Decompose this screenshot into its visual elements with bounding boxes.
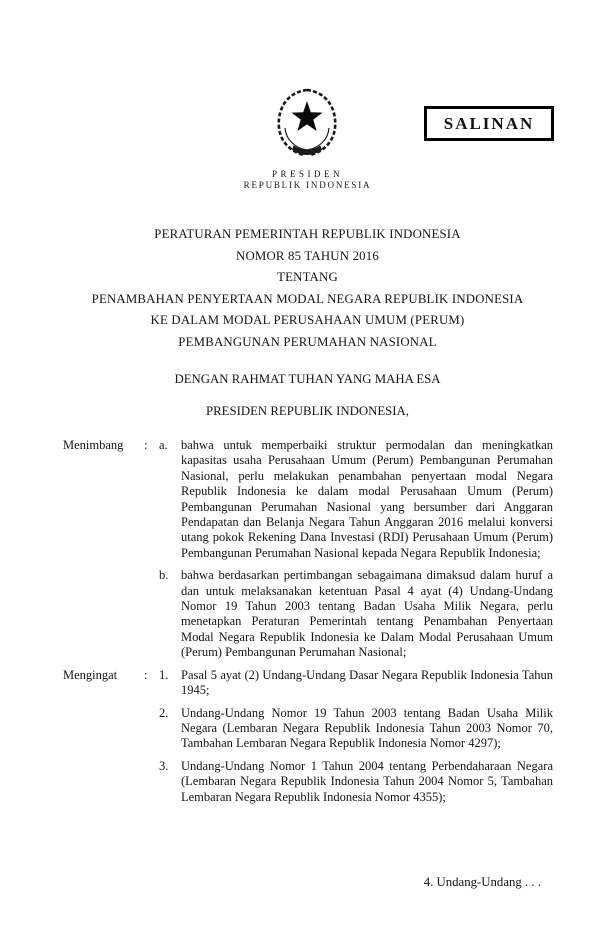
title-line-subject-3: PEMBANGUNAN PERUMAHAN NASIONAL bbox=[178, 334, 437, 349]
item-text: bahwa untuk memperbaiki struktur permodalan dan meningkatkan kapasitas usaha Perusahaan Umum (Perum) Pembangunan Perumahan Nasional, perlu melakukan penambahan penyertaan modal Negara Republik Indonesia ke dalam modal Perusahaan Umum (Perum) Pembangunan Perumahan Nasional yang bersumber dari Anggaran Pendapatan dan Belanja Negara Tahun Anggaran 2016 melalui konversi utang pokok Rekening Dana Investasi (RDI) Perusahaan Umum (Perum) Pembangunan Perumahan Nasional kepada Negara Republik Indonesia; bbox=[181, 438, 553, 560]
legal-basis-item bbox=[159, 759, 553, 805]
salinan-badge bbox=[424, 106, 554, 141]
salinan-badge-label: SALINAN bbox=[443, 113, 535, 133]
consideration-item bbox=[159, 568, 553, 660]
mengingat-label: Mengingat bbox=[63, 667, 118, 682]
menimbang-colon: : bbox=[144, 438, 148, 452]
title-line-number: NOMOR 85 TAHUN 2016 bbox=[236, 248, 379, 263]
document-title bbox=[0, 224, 615, 353]
title-line-subject-2: KE DALAM MODAL PERUSAHAAN UMUM (PERUM) bbox=[150, 313, 465, 327]
menimbang-items bbox=[159, 438, 553, 668]
title-line-tentang: TENTANG bbox=[277, 270, 338, 284]
title-line-regulation: PERATURAN PEMERINTAH REPUBLIK INDONESIA bbox=[154, 227, 461, 241]
item-marker: 1. bbox=[159, 667, 169, 682]
item-marker: a. bbox=[159, 438, 168, 452]
consideration-item bbox=[159, 438, 553, 561]
menimbang-section bbox=[63, 438, 553, 668]
menimbang-label: Menimbang bbox=[63, 438, 124, 452]
page-catchword: 4. Undang-Undang . . . bbox=[423, 875, 541, 889]
letterhead-presiden: PRESIDEN bbox=[271, 169, 343, 179]
title-line-subject-1: PENAMBAHAN PENYERTAAN MODAL NEGARA REPUBLIK INDONESIA bbox=[91, 291, 524, 306]
item-text: Undang-Undang Nomor 19 Tahun 2003 tentang Badan Usaha Milik Negara (Lembaran Negara Republik Indonesia Tahun 2003 Nomor 70, Tambahan Lembaran Negara Republik Indonesia Nomor 4297); bbox=[181, 705, 553, 751]
legal-basis-item bbox=[159, 706, 553, 752]
item-text: bahwa berdasarkan pertimbangan sebagaimana dimaksud dalam huruf a dan untuk melaksanakan ketentuan Pasal 4 ayat (4) Undang-Undang Nomor 19 Tahun 2003 tentang Badan Usaha Milik Negara, perlu menetapkan Peraturan Pemerintah tentang Penambahan Penyertaan Modal Negara Republik Indonesia ke Dalam Modal Perusahaan Umum (Perum) Pembangunan Perumahan Nasional; bbox=[181, 568, 553, 660]
mengingat-colon: : bbox=[144, 667, 148, 682]
item-text: Pasal 5 ayat (2) Undang-Undang Dasar Negara Republik Indonesia Tahun 1945; bbox=[181, 667, 553, 698]
mengingat-items bbox=[159, 668, 553, 812]
invocation-line: DENGAN RAHMAT TUHAN YANG MAHA ESA bbox=[174, 372, 441, 386]
item-marker: b. bbox=[159, 568, 169, 583]
letterhead bbox=[0, 169, 615, 191]
authority-line: PRESIDEN REPUBLIK INDONESIA, bbox=[206, 404, 409, 418]
item-marker: 2. bbox=[159, 705, 169, 720]
document-body bbox=[63, 438, 553, 812]
letterhead-republik-indonesia: REPUBLIK INDONESIA bbox=[243, 180, 372, 190]
mengingat-section bbox=[63, 668, 553, 812]
legal-basis-item bbox=[159, 668, 553, 699]
presidential-seal-icon bbox=[268, 84, 346, 166]
item-text: Undang-Undang Nomor 1 Tahun 2004 tentang Perbendaharaan Negara (Lembaran Negara Republik Indonesia Tahun 2004 Nomor 5, Tambahan Lembaran Negara Republik Indonesia Nomor 4355); bbox=[181, 758, 553, 804]
item-marker: 3. bbox=[159, 758, 169, 773]
